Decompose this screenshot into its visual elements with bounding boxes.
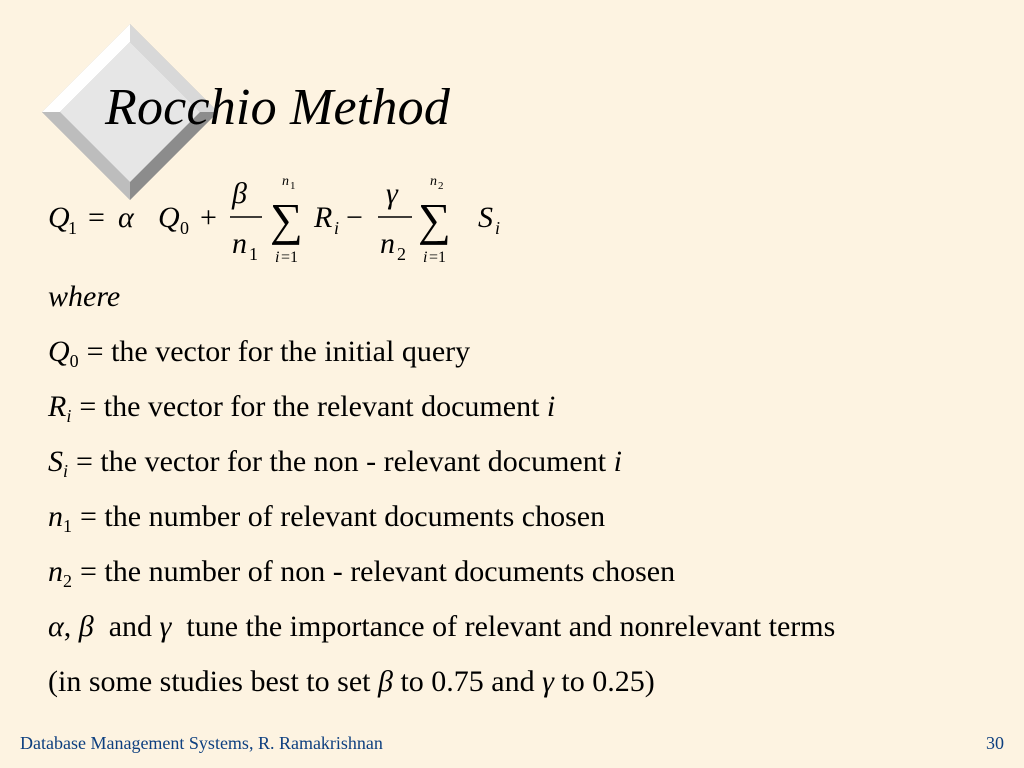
sum2-bottom-eq: =1	[429, 249, 447, 266]
formula-n2-sub: 2	[397, 244, 406, 264]
sum1-bottom-eq: =1	[281, 249, 299, 266]
sum1-top: n	[282, 174, 289, 189]
def-n1-sub: 1	[63, 516, 72, 536]
formula-n1-sub: 1	[249, 244, 258, 264]
def-n2	[48, 555, 675, 589]
formula-beta: β	[232, 177, 247, 210]
def-q0	[48, 335, 470, 369]
tune-gamma: γ	[159, 610, 172, 643]
formula-equals: =	[88, 201, 105, 234]
note-part1: (in some studies best to set	[48, 665, 371, 698]
sum2-top: n	[430, 174, 437, 189]
def-ri-sub: i	[66, 406, 72, 426]
def-si-symbol: S	[48, 445, 63, 478]
note-gamma: γ	[542, 665, 554, 698]
slide-title: Rocchio Method	[105, 79, 451, 136]
formula-r: R	[314, 201, 333, 234]
def-n2-text: = the number of non - relevant documents chosen	[80, 555, 676, 588]
sum1-sigma: ∑	[270, 194, 303, 245]
sum2-sigma: ∑	[418, 194, 451, 245]
rocchio-formula	[0, 165, 520, 275]
def-ri	[48, 390, 555, 424]
formula-gamma: γ	[386, 177, 398, 210]
tune-text: tune the importance of relevant and nonrelevant terms	[186, 610, 836, 643]
footer-credit: Database Management Systems, R. Ramakrishnan	[20, 733, 383, 753]
def-ri-tail: i	[546, 390, 556, 423]
formula-n2: n	[380, 227, 395, 260]
sum2-top-sub: 2	[438, 180, 444, 192]
note-part3: to 0.25)	[561, 665, 655, 698]
note-beta: β	[377, 665, 393, 698]
formula-minus: −	[346, 201, 363, 234]
tune-beta: β	[78, 610, 94, 643]
def-n2-symbol: n	[48, 555, 63, 588]
tune-alpha: α	[48, 610, 64, 643]
formula-alpha: α	[118, 201, 134, 234]
formula-r-sub: i	[334, 218, 340, 238]
formula-q0-sub: 0	[180, 218, 189, 238]
page-number: 30	[986, 733, 1004, 753]
def-si-sub: i	[63, 461, 69, 481]
formula-plus: +	[200, 201, 217, 234]
sum1-top-sub: 1	[290, 180, 296, 192]
sum1-bottom: i	[275, 249, 280, 266]
def-q0-text: = the vector for the initial query	[86, 335, 471, 368]
def-n2-sub: 2	[63, 571, 72, 591]
def-q0-sub: 0	[69, 351, 79, 371]
formula-s-sub: i	[495, 218, 501, 238]
formula-q1-sub: 1	[68, 218, 77, 238]
where-label: where	[48, 280, 121, 313]
note-line	[48, 665, 655, 699]
def-si-text: = the vector for the non - relevant document	[76, 445, 607, 478]
formula-q0: Q	[158, 201, 180, 234]
tune-line	[48, 610, 835, 644]
def-ri-symbol: R	[48, 390, 67, 423]
def-n1-symbol: n	[48, 500, 63, 533]
def-si	[48, 445, 622, 479]
formula-q1: Q	[48, 201, 70, 234]
tune-comma: ,	[63, 610, 72, 643]
tune-and: and	[108, 610, 153, 643]
def-ri-text: = the vector for the relevant document	[79, 390, 540, 423]
def-si-tail: i	[613, 445, 622, 478]
def-n1-text: = the number of relevant documents chosen	[80, 500, 606, 533]
formula-n1: n	[232, 227, 247, 260]
def-n1	[48, 500, 605, 534]
note-part2: to 0.75 and	[400, 665, 535, 698]
formula-s: S	[478, 201, 493, 234]
sum2-bottom: i	[423, 249, 428, 266]
def-q0-symbol: Q	[48, 335, 70, 368]
